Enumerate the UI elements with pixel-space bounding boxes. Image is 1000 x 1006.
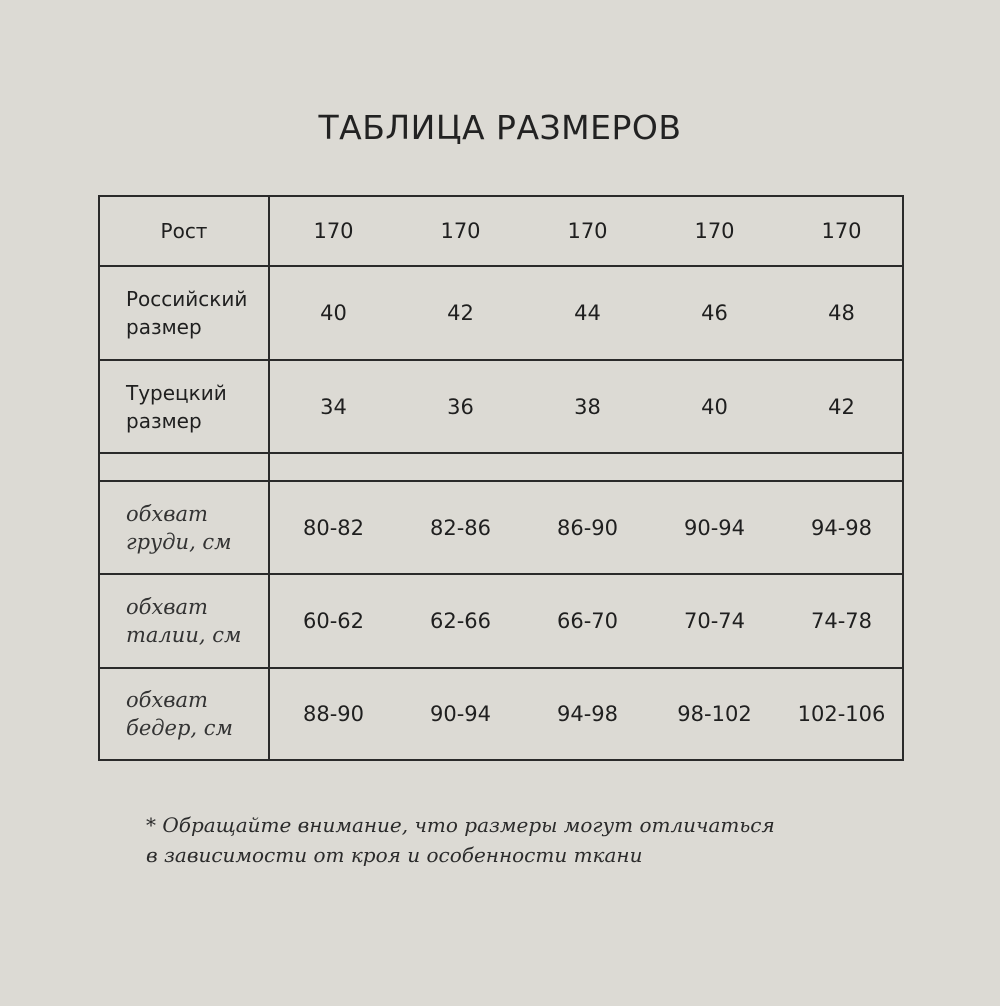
- row-label: Российский размер: [100, 267, 270, 359]
- table-cell: 98-102: [677, 702, 752, 726]
- table-cell: 170: [694, 219, 735, 243]
- row-label: обхват талии, см: [100, 575, 270, 667]
- table-cell: 62-66: [429, 609, 492, 633]
- table-cell: 102-106: [797, 702, 886, 726]
- table-cell: 86-90: [556, 515, 619, 540]
- table-cell: 40: [701, 394, 728, 419]
- table-cell: 44: [574, 301, 601, 325]
- table-cell: 90-94: [683, 515, 746, 540]
- row-label: обхват бедер, см: [100, 669, 270, 759]
- row-label: [100, 454, 270, 480]
- table-cell: 94-98: [810, 515, 873, 540]
- table-cell: 170: [821, 219, 862, 243]
- table-cell: 94-98: [556, 702, 619, 726]
- table-cell: 60-62: [302, 609, 365, 633]
- footnote: [146, 810, 866, 870]
- footnote-line: * Обращайте внимание, что размеры могут отличаться: [146, 813, 775, 837]
- table-row-hips: [100, 669, 902, 759]
- page-title: ТАБЛИЦА РАЗМЕРОВ: [318, 108, 682, 147]
- row-label: Турецкий размер: [100, 361, 270, 452]
- table-cell: 40: [320, 301, 347, 325]
- table-row-chest: [100, 482, 902, 575]
- table-cell: 88-90: [302, 702, 365, 726]
- table-cell: 38: [574, 394, 601, 419]
- table-cell: 170: [440, 219, 481, 243]
- table-row-waist: [100, 575, 902, 669]
- table-cell: 42: [447, 301, 474, 325]
- footnote-line: в зависимости от кроя и особенности ткани: [146, 843, 643, 867]
- table-cell: 82-86: [429, 515, 492, 540]
- table-cell: 74-78: [810, 609, 873, 633]
- table-row-spacer: [100, 454, 902, 482]
- table-row-height: [100, 197, 902, 267]
- table-cell: 36: [447, 394, 474, 419]
- table-cell: 170: [567, 219, 608, 243]
- table-row-russian-size: [100, 267, 902, 361]
- table-cell: 70-74: [683, 609, 746, 633]
- table-cell: 48: [828, 301, 855, 325]
- table-cell: 34: [320, 394, 347, 419]
- table-cell: 90-94: [429, 702, 492, 726]
- table-cell: 46: [701, 301, 728, 325]
- table-cell: 42: [828, 394, 855, 419]
- table-cell: 170: [313, 219, 354, 243]
- size-table: [98, 195, 904, 761]
- table-row-turkish-size: [100, 361, 902, 454]
- table-cell: 80-82: [302, 515, 365, 540]
- row-label: обхват груди, см: [100, 482, 270, 573]
- row-label: Рост: [100, 197, 270, 265]
- table-cell: 66-70: [556, 609, 619, 633]
